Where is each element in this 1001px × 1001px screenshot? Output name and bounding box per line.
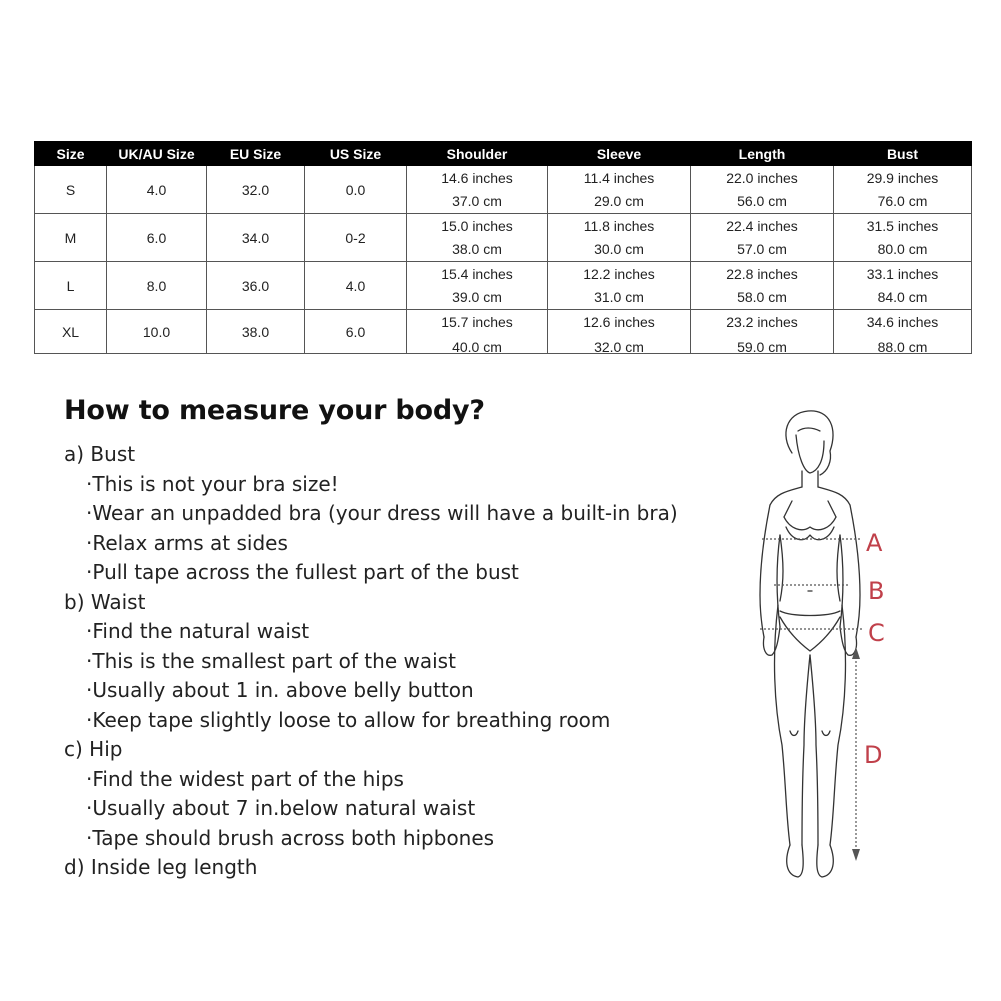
header-sleeve: Sleeve bbox=[548, 142, 691, 166]
cell-length bbox=[691, 262, 834, 310]
table-row bbox=[35, 166, 972, 214]
cell-sleeve bbox=[548, 262, 691, 310]
value-inches: 11.8 inches bbox=[583, 218, 655, 234]
label-c: C bbox=[868, 619, 885, 647]
guide-bullet: ·Usually about 7 in.below natural waist bbox=[86, 796, 476, 820]
body-measurement-figure bbox=[740, 405, 900, 895]
cell-shoulder bbox=[407, 310, 548, 354]
cell-us: 0-2 bbox=[305, 214, 407, 262]
label-d: D bbox=[864, 741, 883, 769]
value-cm: 88.0 cm bbox=[877, 339, 928, 353]
value-cm: 59.0 cm bbox=[737, 339, 787, 353]
table-row bbox=[35, 214, 972, 262]
cell-length bbox=[691, 166, 834, 214]
value-inches: 11.4 inches bbox=[583, 170, 655, 186]
guide-bullet: ·This is not your bra size! bbox=[86, 471, 339, 496]
value-inches: 33.1 inches bbox=[866, 266, 939, 282]
value-cm: 84.0 cm bbox=[877, 289, 928, 305]
value-inches: 15.0 inches bbox=[441, 218, 513, 234]
table-header-row bbox=[35, 142, 972, 166]
cell-eu: 32.0 bbox=[207, 166, 305, 214]
cell-sleeve bbox=[548, 166, 691, 214]
value-cm: 29.0 cm bbox=[594, 193, 644, 209]
header-bust: Bust bbox=[834, 142, 972, 166]
value-inches: 15.4 inches bbox=[441, 266, 513, 282]
value-cm: 30.0 cm bbox=[594, 241, 644, 257]
guide-bullet: ·Find the natural waist bbox=[86, 619, 310, 643]
value-inches: 34.6 inches bbox=[866, 314, 939, 330]
cell-uk-au: 10.0 bbox=[107, 310, 207, 354]
value-inches: 22.0 inches bbox=[726, 170, 798, 186]
cell-uk-au: 6.0 bbox=[107, 214, 207, 262]
value-cm: 56.0 cm bbox=[737, 193, 787, 209]
section-hip: c) Hip bbox=[64, 737, 123, 761]
guide-bullet: ·Find the widest part of the hips bbox=[86, 766, 404, 791]
value-cm: 39.0 cm bbox=[452, 289, 502, 305]
measuring-guide bbox=[64, 395, 704, 883]
value-inches: 14.6 inches bbox=[441, 170, 513, 186]
guide-bullet: ·Pull tape across the fullest part of the bust bbox=[86, 560, 519, 584]
header-uk-au-size: UK/AU Size bbox=[107, 142, 207, 166]
table-row bbox=[35, 310, 972, 354]
cell-bust bbox=[834, 310, 972, 354]
cell-eu: 34.0 bbox=[207, 214, 305, 262]
header-size: Size bbox=[35, 142, 107, 166]
cell-bust bbox=[834, 214, 972, 262]
cell-length bbox=[691, 310, 834, 354]
section-inside-leg: d) Inside leg length bbox=[64, 855, 258, 879]
section-waist: b) Waist bbox=[64, 589, 146, 614]
section-bust: a) Bust bbox=[64, 442, 136, 466]
cell-size: M bbox=[35, 214, 107, 262]
table-row bbox=[35, 262, 972, 310]
header-length: Length bbox=[691, 142, 834, 166]
cell-us: 4.0 bbox=[305, 262, 407, 310]
value-cm: 57.0 cm bbox=[737, 241, 787, 257]
cell-length bbox=[691, 214, 834, 262]
body-outline-icon bbox=[740, 405, 900, 895]
value-cm: 80.0 cm bbox=[877, 241, 928, 257]
label-b: B bbox=[868, 577, 885, 605]
cell-us: 0.0 bbox=[305, 166, 407, 214]
value-cm: 32.0 cm bbox=[594, 339, 644, 353]
cell-bust bbox=[834, 262, 972, 310]
cell-shoulder bbox=[407, 262, 548, 310]
value-cm: 31.0 cm bbox=[594, 289, 644, 305]
cell-shoulder bbox=[407, 214, 548, 262]
guide-bullet: ·Usually about 1 in. above belly button bbox=[86, 678, 474, 702]
guide-bullet: ·Relax arms at sides bbox=[86, 530, 288, 555]
value-cm: 76.0 cm bbox=[877, 193, 928, 209]
value-inches: 23.2 inches bbox=[726, 314, 798, 330]
cell-shoulder bbox=[407, 166, 548, 214]
header-shoulder: Shoulder bbox=[407, 142, 548, 166]
value-cm: 58.0 cm bbox=[737, 289, 787, 305]
guide-bullet: ·Keep tape slightly loose to allow for breathing room bbox=[86, 707, 611, 732]
value-inches: 29.9 inches bbox=[866, 170, 939, 186]
header-eu-size: EU Size bbox=[207, 142, 305, 166]
label-a: A bbox=[866, 529, 883, 557]
value-inches: 22.4 inches bbox=[726, 218, 798, 234]
cell-sleeve bbox=[548, 310, 691, 354]
value-inches: 12.6 inches bbox=[583, 314, 655, 330]
value-cm: 38.0 cm bbox=[452, 241, 502, 257]
value-inches: 31.5 inches bbox=[866, 218, 939, 234]
value-cm: 37.0 cm bbox=[452, 193, 502, 209]
guide-bullet: ·Tape should brush across both hipbones bbox=[86, 825, 495, 850]
cell-size: S bbox=[35, 166, 107, 214]
guide-bullet: ·Wear an unpadded bra (your dress will have a built-in bra) bbox=[86, 501, 678, 525]
cell-bust bbox=[834, 166, 972, 214]
cell-eu: 38.0 bbox=[207, 310, 305, 354]
cell-sleeve bbox=[548, 214, 691, 262]
value-cm: 40.0 cm bbox=[452, 339, 502, 353]
value-inches: 12.2 inches bbox=[583, 266, 655, 282]
guide-bullet: ·This is the smallest part of the waist bbox=[86, 648, 456, 673]
value-inches: 15.7 inches bbox=[441, 314, 513, 330]
cell-uk-au: 4.0 bbox=[107, 166, 207, 214]
cell-us: 6.0 bbox=[305, 310, 407, 354]
cell-eu: 36.0 bbox=[207, 262, 305, 310]
size-chart-table bbox=[34, 141, 972, 354]
cell-size: L bbox=[35, 262, 107, 310]
header-us-size: US Size bbox=[305, 142, 407, 166]
guide-title: How to measure your body? bbox=[64, 395, 485, 426]
cell-uk-au: 8.0 bbox=[107, 262, 207, 310]
value-inches: 22.8 inches bbox=[726, 266, 798, 282]
cell-size: XL bbox=[35, 310, 107, 354]
